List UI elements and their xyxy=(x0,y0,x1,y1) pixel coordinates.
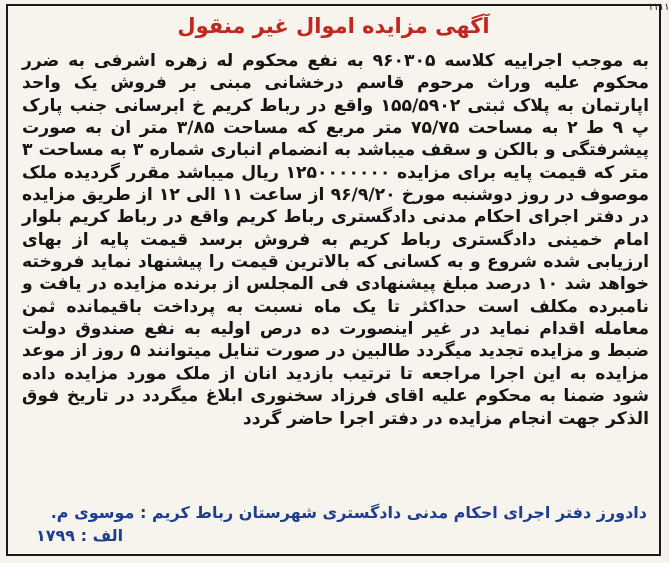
notice-body: به موجب اجراییه کلاسه ۹۶۰۳۰۵ به نفع محکوم له زهره اشرفی به ضرر محکوم علیه وراث مرحوم قاسم درخشانی مبنی بر فروش یک واحد اپارتمان به پلاک ثبتی ۱۵۵/۵۹۰۲ واقع در رباط کریم خ ابرسانی جنب پارک پ ۹ ط ۲ به مساحت ۷۵/۷۵ متر مربع که مساحت ۳/۸۵ متر ان به صورت پیشرفتگی و بالکن و سقف میباشد به انضمام انباری شماره ۳ به مساحت ۳ متر که قیمت پایه برای مزایده ۱۲۵۰۰۰۰۰۰۰ ریال میباشد مقرر گردیده ملک موصوف در روز دوشنبه مورخ ۹۶/۹/۲۰ از ساعت ۱۱ الی ۱۲ از طریق مزایده در دفتر اجرای احکام مدنی دادگستری رباط کریم واقع در رباط کریم بلوار امام خمینی دادگستری رباط کریم به فروش برسد قیمت پایه از بهای ارزیابی شده شروع و به کسانی که بالاترین قیمت را پیشنهاد نماید فروخته خواهد شد ۱۰ درصد مبلغ پیشنهادی فی المجلس از برنده مزایده در یافت و نامبرده مکلف است حداکثر تا یک ماه نسبت به پرداخت باقیمانده ثمن معامله اقدام نماید در غیر اینصورت ده درص اولیه به نفع صندوق دولت ضبط و مزایده تجدید میگردد طالبین در صورت تنایل میتوانند ۵ روز از موعد مزایده به این اجرا مراجعه تا ترتیب بازدید انان از ملک مورد مزایده داده شود ضمنا به محکوم علیه اقای فرزاد سخنوری ابلاغ میگردد در تاریخ فوق الذکر جهت انجام مزایده در دفتر اجرا حاضر گردد xyxy=(22,51,650,429)
notice-title: آگهی مزایده اموال غیر منقول xyxy=(177,14,490,38)
signature-line: دادورز دفتر اجرای احکام مدنی دادگستری شهرستان رباط کریم : موسوی م. xyxy=(50,503,647,522)
corner-number: ۱۱۱۱ xyxy=(648,2,669,13)
reference-number: الف : ۱۷۹۹ xyxy=(36,526,124,545)
notice-frame xyxy=(6,2,669,556)
